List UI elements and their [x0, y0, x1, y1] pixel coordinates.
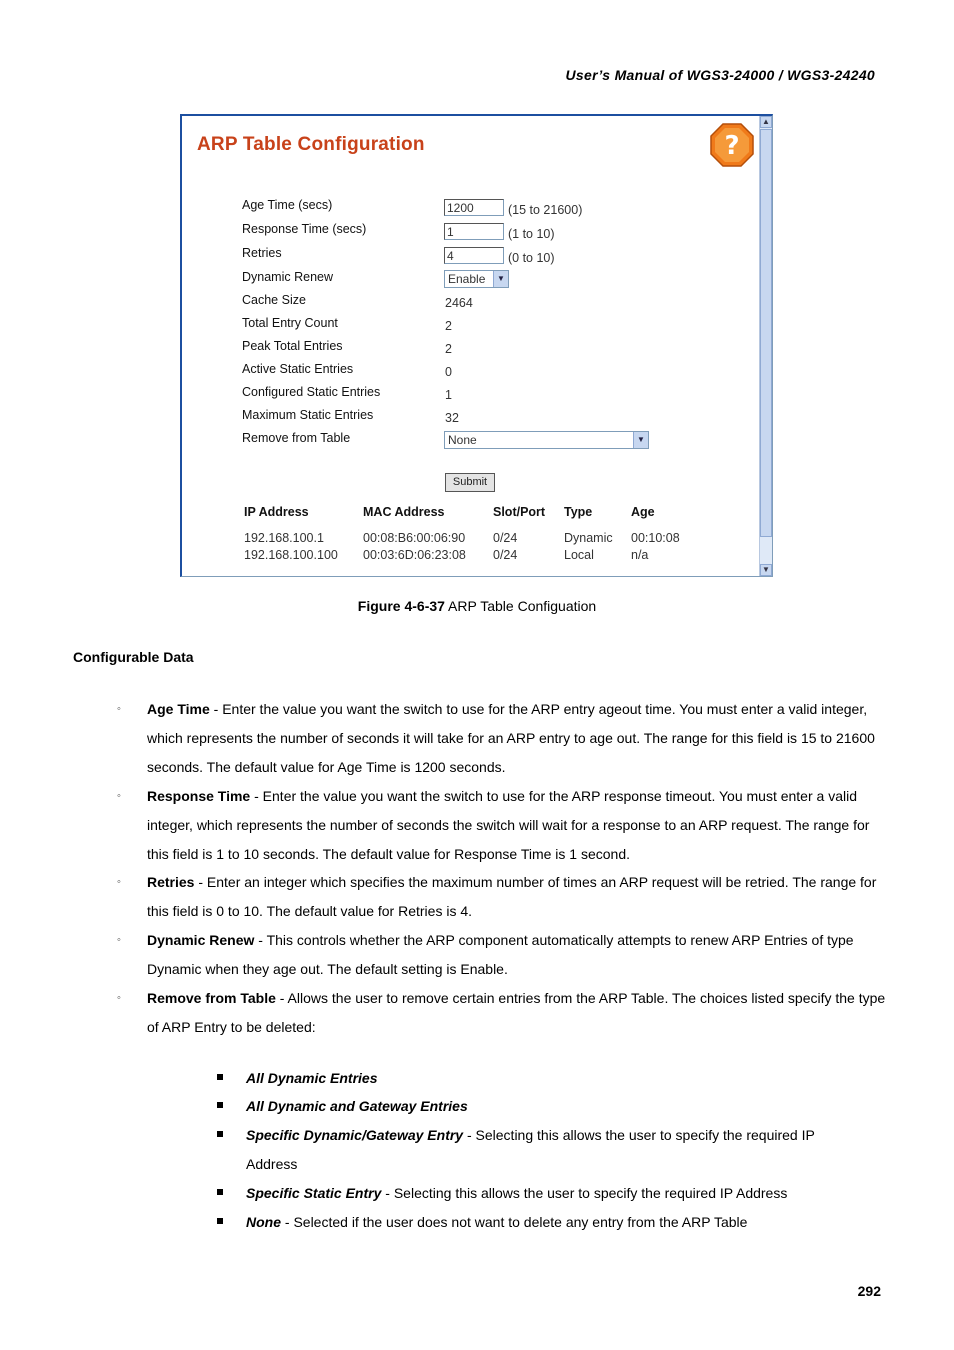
screen-title: ARP Table Configuration: [197, 134, 425, 155]
help-glyph: ?: [724, 131, 740, 161]
age-time-hint: (15 to 21600): [508, 203, 583, 217]
square-bullet-icon: [217, 1218, 223, 1224]
table-cell-mac: 00:03:6D:06:23:08: [363, 548, 466, 562]
table-cell-type: Local: [564, 548, 594, 562]
table-cell-slot-port: 0/24: [493, 531, 518, 545]
circle-bullet-icon: ◦: [117, 790, 121, 802]
retries-input[interactable]: 4: [444, 247, 504, 264]
scroll-down-icon[interactable]: ▼: [760, 564, 772, 576]
retries-hint: (0 to 10): [508, 251, 555, 265]
retries-label: Retries: [242, 246, 282, 260]
column-header-mac: MAC Address: [363, 505, 445, 519]
table-cell-ip: 192.168.100.1: [244, 531, 324, 545]
page-number: 292: [857, 1283, 881, 1299]
scroll-up-icon[interactable]: ▲: [760, 116, 772, 128]
column-header-type: Type: [564, 505, 593, 519]
circle-bullet-icon: ◦: [117, 703, 121, 715]
response-time-input[interactable]: 1: [444, 223, 504, 240]
circle-bullet-icon: ◦: [117, 934, 121, 946]
list-item: Retries - Enter an integer which specifies the maximum number of times an ARP request will be retried. The range for this field is 0 to 10. The default value for Retries is 4.: [147, 874, 877, 919]
total-entry-count-label: Total Entry Count: [242, 316, 338, 330]
page-header: User’s Manual of WGS3-24000 / WGS3-24240: [565, 67, 875, 83]
maximum-static-entries-value: 32: [445, 411, 459, 425]
sub-list-item: All Dynamic Entries: [246, 1070, 378, 1086]
column-header-age: Age: [631, 505, 655, 519]
total-entry-count-value: 2: [445, 319, 452, 333]
active-static-entries-label: Active Static Entries: [242, 362, 354, 376]
list-item: Response Time - Enter the value you want the switch to use for the ARP response timeout. You must enter a valid integer, which represents the number of seconds the switch will wait for a response to an ARP request. The range for this field is 1 to 10 seconds. The default value for Response Time is 1 second.: [147, 788, 870, 862]
dynamic-renew-label: Dynamic Renew: [242, 270, 334, 284]
sub-list-item: All Dynamic and Gateway Entries: [246, 1098, 468, 1114]
sub-list-item: None - Selected if the user does not want to delete any entry from the ARP Table: [246, 1214, 748, 1230]
vertical-scrollbar[interactable]: [759, 116, 772, 576]
maximum-static-entries-label: Maximum Static Entries: [242, 408, 374, 422]
column-header-slot-port: Slot/Port: [493, 505, 546, 519]
response-time-hint: (1 to 10): [508, 227, 555, 241]
age-time-input[interactable]: 1200: [444, 199, 504, 216]
circle-bullet-icon: ◦: [117, 992, 121, 1004]
figure-caption: [0, 598, 954, 614]
table-cell-mac: 00:08:B6:00:06:90: [363, 531, 466, 545]
list-item: Dynamic Renew - This controls whether the ARP component automatically attempts to renew ARP Entries of type Dynamic when they age out. The default setting is Enable.: [147, 932, 854, 977]
column-header-ip: IP Address: [244, 505, 309, 519]
list-item: Age Time - Enter the value you want the switch to use for the ARP entry ageout time. You must enter a valid integer, which represents the number of seconds it will take for an ARP entry to age out. The range for this field is 15 to 21600 seconds. The default value for Age Time is 1200 seconds.: [147, 701, 875, 775]
submit-button[interactable]: Submit: [445, 473, 495, 492]
help-icon[interactable]: [709, 122, 755, 168]
square-bullet-icon: [217, 1102, 223, 1108]
arp-config-screenshot: [180, 114, 773, 577]
chevron-down-icon[interactable]: ▼: [493, 271, 508, 287]
table-cell-ip: 192.168.100.100: [244, 548, 338, 562]
square-bullet-icon: [217, 1074, 223, 1080]
dynamic-renew-value: Enable: [448, 272, 486, 286]
section-title: Configurable Data: [73, 649, 194, 665]
sub-list-item: Specific Dynamic/Gateway Entry - Selecting this allows the user to specify the required IP Address: [246, 1127, 815, 1172]
response-time-label: Response Time (secs): [242, 222, 367, 236]
figure-text: ARP Table Configuation: [444, 598, 597, 614]
circle-bullet-icon: ◦: [117, 876, 121, 888]
active-static-entries-value: 0: [445, 365, 452, 379]
table-cell-type: Dynamic: [564, 531, 613, 545]
square-bullet-icon: [217, 1189, 223, 1195]
peak-total-entries-label: Peak Total Entries: [242, 339, 343, 353]
remove-from-table-select[interactable]: [444, 431, 649, 449]
table-cell-age: 00:10:08: [631, 531, 680, 545]
table-cell-slot-port: 0/24: [493, 548, 518, 562]
cache-size-value: 2464: [445, 296, 473, 310]
configured-static-entries-value: 1: [445, 388, 452, 402]
age-time-label: Age Time (secs): [242, 198, 333, 212]
figure-number: Figure 4-6-37: [357, 598, 445, 614]
scroll-thumb[interactable]: [760, 129, 772, 537]
remove-from-table-label: Remove from Table: [242, 431, 351, 445]
remove-from-table-value: None: [448, 433, 477, 447]
configured-static-entries-label: Configured Static Entries: [242, 385, 381, 399]
table-cell-age: n/a: [631, 548, 649, 562]
list-item: Remove from Table - Allows the user to remove certain entries from the ARP Table. The choices listed specify the type of ARP Entry to be deleted:: [147, 990, 886, 1035]
dynamic-renew-select[interactable]: [444, 270, 509, 288]
square-bullet-icon: [217, 1131, 223, 1137]
peak-total-entries-value: 2: [445, 342, 452, 356]
chevron-down-icon[interactable]: ▼: [633, 432, 648, 448]
cache-size-label: Cache Size: [242, 293, 306, 307]
sub-list-item: Specific Static Entry - Selecting this allows the user to specify the required IP Address: [246, 1185, 788, 1201]
